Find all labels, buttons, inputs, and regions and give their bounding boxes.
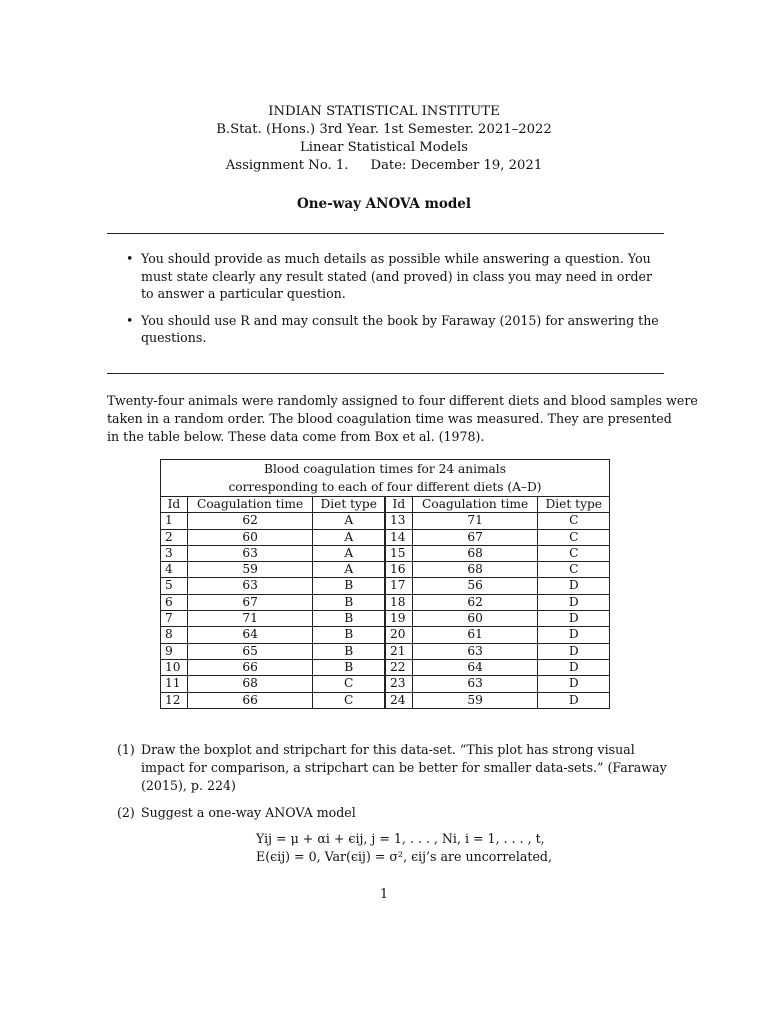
table-cell: 1 bbox=[161, 513, 188, 529]
table-cell: D bbox=[538, 611, 610, 627]
table-cell: 10 bbox=[161, 659, 188, 675]
bullet-icon: • bbox=[126, 312, 134, 328]
table-cell: C bbox=[538, 545, 610, 561]
table-cell: 66 bbox=[187, 692, 313, 708]
table-row bbox=[161, 692, 610, 708]
table-cell: 62 bbox=[187, 513, 313, 529]
table-cell: B bbox=[313, 627, 385, 643]
table-cell: 15 bbox=[385, 545, 412, 561]
table-row bbox=[161, 578, 610, 594]
table-cell: A bbox=[313, 529, 385, 545]
table-row bbox=[161, 659, 610, 675]
table-cell: 17 bbox=[385, 578, 412, 594]
table-cell: 68 bbox=[412, 545, 538, 561]
table-cell: D bbox=[538, 659, 610, 675]
assignment-date-line bbox=[0, 157, 768, 175]
table-cell: 8 bbox=[161, 627, 188, 643]
question-item bbox=[107, 804, 667, 822]
table-cell: 14 bbox=[385, 529, 412, 545]
table-cell: A bbox=[313, 562, 385, 578]
table-cell: 3 bbox=[161, 545, 188, 561]
table-cell: 21 bbox=[385, 643, 412, 659]
table-cell: 68 bbox=[187, 676, 313, 692]
column-header: Coagulation time bbox=[187, 497, 313, 513]
model-assumptions: E(ϵij) = 0, Var(ϵij) = σ², ϵij’s are uncorrelated, bbox=[256, 849, 552, 864]
table-row bbox=[161, 627, 610, 643]
document-title: One-way ANOVA model bbox=[296, 196, 472, 212]
table-row bbox=[161, 643, 610, 659]
instruction-text: You should provide as much details as possible while answering a question. You must state clearly any result stated (and proved) in class you may need in order to answer a particular question. bbox=[141, 251, 653, 301]
table-cell: C bbox=[538, 562, 610, 578]
table-cell: 61 bbox=[412, 627, 538, 643]
table-cell: 64 bbox=[412, 659, 538, 675]
table-cell: D bbox=[538, 643, 610, 659]
column-header: Coagulation time bbox=[412, 497, 538, 513]
table-row bbox=[161, 545, 610, 561]
table-cell: 63 bbox=[187, 545, 313, 561]
table-cell: B bbox=[313, 659, 385, 675]
table-cell: 63 bbox=[412, 676, 538, 692]
table-cell: 62 bbox=[412, 594, 538, 610]
table-row bbox=[161, 676, 610, 692]
intro-line: Twenty-four animals were randomly assigned to four different diets and blood samples were bbox=[107, 393, 698, 408]
table-cell: 20 bbox=[385, 627, 412, 643]
table-cell: 67 bbox=[187, 594, 313, 610]
instructions-list bbox=[125, 250, 665, 356]
table-cell: 9 bbox=[161, 643, 188, 659]
table-cell: 7 bbox=[161, 611, 188, 627]
intro-paragraph bbox=[107, 392, 698, 446]
table-cell: 71 bbox=[412, 513, 538, 529]
table-cell: D bbox=[538, 692, 610, 708]
question-number: (2) bbox=[117, 805, 135, 820]
bottom-divider bbox=[107, 373, 664, 374]
table-cell: B bbox=[313, 643, 385, 659]
instruction-item bbox=[125, 250, 665, 303]
table-cell: 23 bbox=[385, 676, 412, 692]
subject-line: Linear Statistical Models bbox=[300, 140, 468, 155]
table-cell: C bbox=[313, 692, 385, 708]
table-cell: 60 bbox=[412, 611, 538, 627]
table-body bbox=[161, 513, 610, 709]
table-caption bbox=[161, 460, 610, 497]
table-cell: 59 bbox=[187, 562, 313, 578]
instruction-item bbox=[125, 312, 665, 347]
table-cell: 4 bbox=[161, 562, 188, 578]
table-cell: 66 bbox=[187, 659, 313, 675]
table-cell: 60 bbox=[187, 529, 313, 545]
table-cell: 22 bbox=[385, 659, 412, 675]
document-header bbox=[0, 103, 768, 175]
table-row bbox=[161, 529, 610, 545]
table-cell: B bbox=[313, 611, 385, 627]
table-cell: A bbox=[313, 545, 385, 561]
table-cell: 6 bbox=[161, 594, 188, 610]
table-cell: 56 bbox=[412, 578, 538, 594]
column-header: Diet type bbox=[313, 497, 385, 513]
page-number: 1 bbox=[379, 886, 388, 901]
course-line: B.Stat. (Hons.) 3rd Year. 1st Semester. 2021–2022 bbox=[216, 122, 552, 137]
table-cell: C bbox=[538, 513, 610, 529]
table-row bbox=[161, 611, 610, 627]
table-cell: 16 bbox=[385, 562, 412, 578]
table-cell: D bbox=[538, 594, 610, 610]
column-header: Id bbox=[161, 497, 188, 513]
table-cell: B bbox=[313, 578, 385, 594]
instruction-text: You should use R and may consult the book by Faraway (2015) for answering the questions. bbox=[141, 312, 659, 345]
intro-line: in the table below. These data come from Box et al. (1978). bbox=[107, 429, 485, 444]
model-equations bbox=[256, 830, 552, 866]
top-divider bbox=[107, 233, 664, 234]
assignment-date: Date: December 19, 2021 bbox=[370, 158, 543, 173]
table-cell: D bbox=[538, 578, 610, 594]
questions-list bbox=[107, 741, 667, 831]
table-cell: 2 bbox=[161, 529, 188, 545]
coagulation-table-container bbox=[160, 459, 610, 709]
table-cell: 12 bbox=[161, 692, 188, 708]
table-cell: 59 bbox=[412, 692, 538, 708]
question-number: (1) bbox=[117, 742, 135, 757]
table-row bbox=[161, 513, 610, 529]
table-cell: C bbox=[538, 529, 610, 545]
table-cell: 71 bbox=[187, 611, 313, 627]
column-header: Id bbox=[385, 497, 412, 513]
table-row bbox=[161, 562, 610, 578]
table-cell: A bbox=[313, 513, 385, 529]
table-cell: 64 bbox=[187, 627, 313, 643]
table-cell: 5 bbox=[161, 578, 188, 594]
question-text: Draw the boxplot and stripchart for this data-set. “This plot has strong visual impact for comparison, a stripchart can be better for smaller data-sets.” (Faraway (2015), p. 224) bbox=[141, 742, 667, 793]
table-cell: 67 bbox=[412, 529, 538, 545]
table-cell: 11 bbox=[161, 676, 188, 692]
table-cell: C bbox=[313, 676, 385, 692]
table-cell: 19 bbox=[385, 611, 412, 627]
table-cell: D bbox=[538, 627, 610, 643]
table-cell: 24 bbox=[385, 692, 412, 708]
table-cell: 65 bbox=[187, 643, 313, 659]
question-text: Suggest a one-way ANOVA model bbox=[141, 805, 356, 820]
column-header: Diet type bbox=[538, 497, 610, 513]
institute-name: INDIAN STATISTICAL INSTITUTE bbox=[268, 104, 500, 119]
assignment-number: Assignment No. 1. bbox=[225, 158, 349, 173]
table-cell: 68 bbox=[412, 562, 538, 578]
table-cell: D bbox=[538, 676, 610, 692]
table-header-row bbox=[161, 497, 610, 513]
table-cell: 18 bbox=[385, 594, 412, 610]
table-cell: 13 bbox=[385, 513, 412, 529]
bullet-icon: • bbox=[126, 251, 134, 266]
table-caption-line2: corresponding to each of four different diets (A–D) bbox=[228, 480, 542, 494]
question-item bbox=[107, 741, 667, 795]
table-cell: 63 bbox=[412, 643, 538, 659]
intro-line: taken in a random order. The blood coagulation time was measured. They are presented bbox=[107, 411, 672, 426]
table-row bbox=[161, 594, 610, 610]
table-caption-line1: Blood coagulation times for 24 animals bbox=[264, 462, 506, 476]
model-equation: Yij = μ + αi + ϵij, j = 1, . . . , Ni, i = 1, . . . , t, bbox=[256, 831, 545, 846]
table-cell: B bbox=[313, 594, 385, 610]
coagulation-table bbox=[160, 459, 610, 709]
table-cell: 63 bbox=[187, 578, 313, 594]
